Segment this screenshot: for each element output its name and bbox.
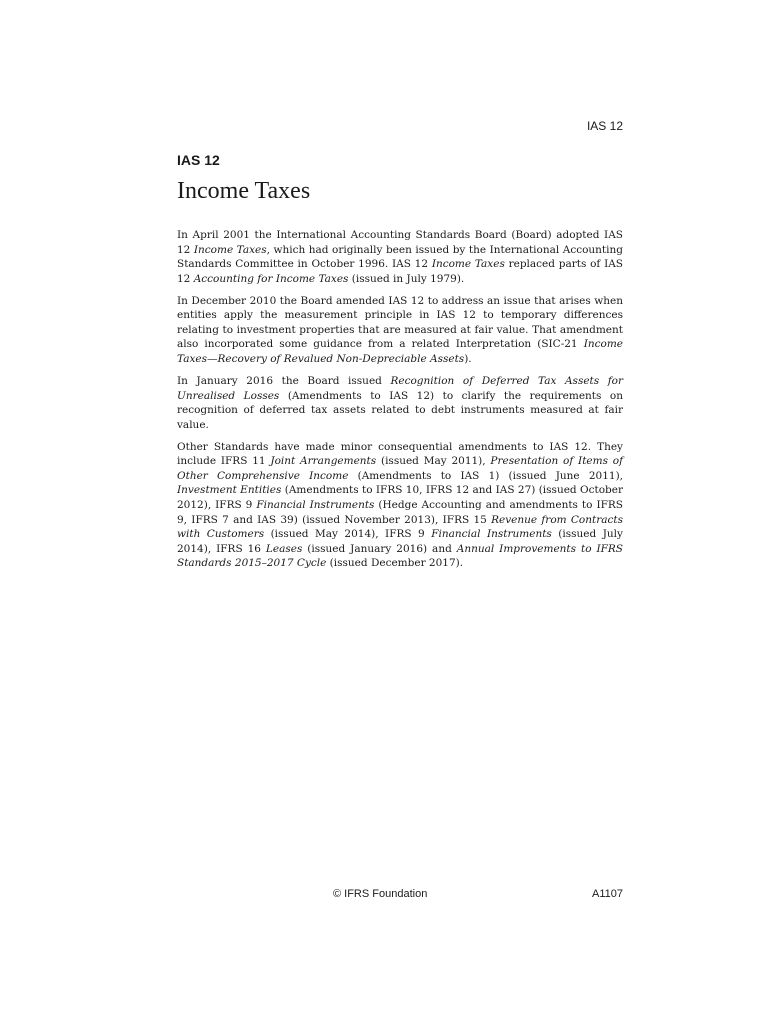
text-run: (issued in July 1979). xyxy=(348,272,465,285)
italic-title-run: Income Taxes xyxy=(193,243,267,256)
paragraph-adoption xyxy=(177,228,623,286)
italic-title-run: Accounting for Income Taxes xyxy=(193,272,349,285)
text-run: (issued December 2017). xyxy=(326,557,464,570)
footer-copyright: © IFRS Foundation xyxy=(333,888,428,900)
italic-title-run: Income Taxes xyxy=(431,258,505,271)
italic-title-run: Leases xyxy=(265,542,303,555)
italic-title-run: Investment Entities xyxy=(177,484,282,497)
running-header: IAS 12 xyxy=(586,119,623,133)
italic-title-run: Income Taxes—Recovery of Revalued Non-Depreciable Assets xyxy=(177,338,623,366)
text-run: , which had originally been issued by the International Accounting Standards Committee in October 1996. IAS 12 xyxy=(177,243,623,271)
text-run: In April 2001 the International Accounting Standards Board (Board) adopted IAS 12 xyxy=(177,229,623,256)
page-title: Income Taxes xyxy=(177,178,311,204)
standard-code: IAS 12 xyxy=(177,152,220,168)
text-run: (issued May 2014), IFRS 9 xyxy=(264,528,432,541)
paragraph-consequential-amendments xyxy=(177,440,623,571)
text-run: (issued January 2016) and xyxy=(302,542,457,555)
paragraph-2016-amendment xyxy=(177,374,623,432)
italic-title-run: Recognition of Deferred Tax Assets for Unrealised Losses xyxy=(177,374,623,402)
italic-title-run: Financial Instruments xyxy=(431,528,552,541)
text-run: replaced parts of IAS 12 xyxy=(177,258,623,285)
text-run: (issued July 2014), IFRS 16 xyxy=(177,528,623,555)
document-body xyxy=(177,228,623,578)
text-run: In December 2010 the Board amended IAS 12 to address an issue that arises when entities apply the measurement principle in IAS 12 to temporary differences relating to investment properties that are measured at fair value. That amendment also incorporated some guidance from a related Interpretation (SIC-21 xyxy=(177,294,623,351)
text-run: (Amendments to IAS 12) to clarify the requirements on recognition of deferred tax assets related to debt instruments measured at fair value. xyxy=(177,389,624,431)
italic-title-run: Revenue from Contracts with Customers xyxy=(177,513,624,541)
text-run: ). xyxy=(464,353,472,366)
text-run: (issued May 2011), xyxy=(376,455,491,468)
italic-title-run: Joint Arrangements xyxy=(270,455,377,468)
italic-title-run: Financial Instruments xyxy=(256,498,375,511)
text-run: (Amendments to IFRS 10, IFRS 12 and IAS 27) (issued October 2012), IFRS 9 xyxy=(177,484,623,511)
paragraph-2010-amendment xyxy=(177,294,623,367)
text-run: Other Standards have made minor consequential amendments to IAS 12. They include IFRS 11 xyxy=(177,440,623,468)
footer-page-number: A1107 xyxy=(592,888,623,900)
italic-title-run: Annual Improvements to IFRS Standards 2015–2017 Cycle xyxy=(177,542,623,570)
text-run: In January 2016 the Board issued xyxy=(177,374,391,387)
text-run: (Hedge Accounting and amendments to IFRS 9, IFRS 7 and IAS 39) (issued November 2013), IFRS 15 xyxy=(177,498,623,526)
text-run: (Amendments to IAS 1) (issued June 2011), xyxy=(348,469,623,482)
italic-title-run: Presentation of Items of Other Comprehensive Income xyxy=(177,455,623,482)
